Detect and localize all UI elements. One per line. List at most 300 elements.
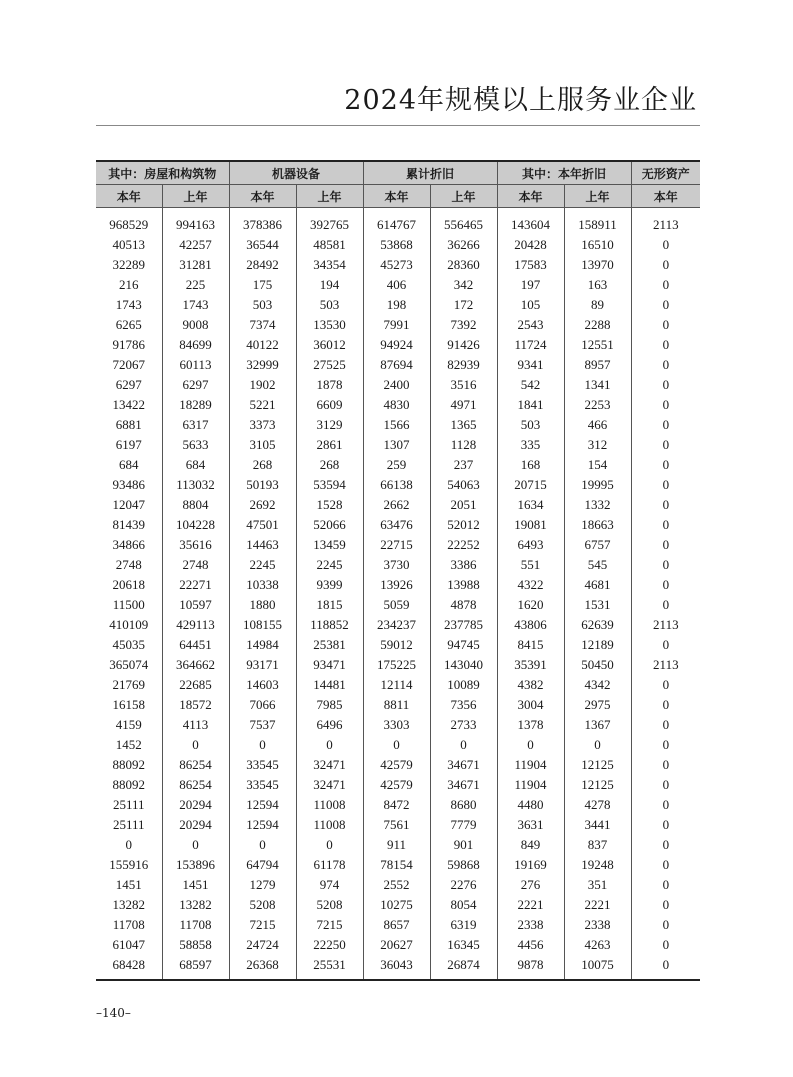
table-cell: 60113 — [162, 355, 229, 375]
table-cell: 6881 — [115, 417, 142, 432]
table-cell: 12551 — [564, 335, 631, 355]
table-cell: 0 — [229, 735, 296, 755]
table-cell: 19169 — [497, 855, 564, 875]
table-cell: 16158 — [112, 697, 145, 712]
table-cell: 1451 — [162, 875, 229, 895]
table-cell: 36544 — [229, 235, 296, 255]
table-row — [96, 295, 700, 315]
table-row — [96, 475, 700, 495]
table-cell: 168 — [497, 455, 564, 475]
table-cell: 40513 — [112, 237, 145, 252]
table-row — [96, 555, 700, 575]
table-cell: 94924 — [363, 335, 430, 355]
table-cell: 5633 — [162, 435, 229, 455]
table-cell: 8054 — [430, 895, 497, 915]
table-cell: 17583 — [497, 255, 564, 275]
table-cell: 5208 — [229, 895, 296, 915]
table-cell: 0 — [125, 837, 132, 852]
table-row — [96, 695, 700, 715]
table-cell: 61047 — [112, 937, 145, 952]
table-cell: 6317 — [162, 415, 229, 435]
table-cell: 4159 — [115, 717, 142, 732]
table-cell: 0 — [631, 775, 700, 795]
table-cell: 32471 — [296, 755, 363, 775]
table-body — [96, 208, 700, 981]
table-cell: 66138 — [363, 475, 430, 495]
table-cell: 7537 — [229, 715, 296, 735]
table-cell: 0 — [631, 275, 700, 295]
table-cell: 1452 — [115, 737, 142, 752]
table-cell: 2113 — [631, 208, 700, 236]
sub-header-cell: 上年 — [430, 185, 497, 208]
table-cell: 684 — [119, 457, 139, 472]
table-cell: 342 — [430, 275, 497, 295]
group-header-accumulated-depreciation: 累计折旧 — [363, 161, 497, 185]
table-cell: 11500 — [112, 597, 145, 612]
table-cell: 216 — [119, 277, 139, 292]
table-row — [96, 375, 700, 395]
table-cell: 3105 — [229, 435, 296, 455]
table-cell: 0 — [631, 295, 700, 315]
table-row — [96, 595, 700, 615]
table-cell: 197 — [497, 275, 564, 295]
table-cell: 12114 — [363, 675, 430, 695]
table-cell: 3373 — [229, 415, 296, 435]
table-cell: 2543 — [497, 315, 564, 335]
table-cell: 27525 — [296, 355, 363, 375]
page-title: 2024年规模以上服务业企业 — [344, 85, 697, 116]
table-row — [96, 275, 700, 295]
table-cell: 0 — [631, 955, 700, 980]
table-cell: 105 — [497, 295, 564, 315]
table-row — [96, 395, 700, 415]
table-cell: 968529 — [109, 217, 149, 232]
table-cell: 53868 — [363, 235, 430, 255]
table-cell: 22250 — [296, 935, 363, 955]
table-cell: 1743 — [115, 297, 142, 312]
table-cell: 545 — [564, 555, 631, 575]
table-cell: 16345 — [430, 935, 497, 955]
table-cell: 2861 — [296, 435, 363, 455]
table-row — [96, 355, 700, 375]
table-cell: 6496 — [296, 715, 363, 735]
table-cell: 50450 — [564, 655, 631, 675]
table-cell: 78154 — [363, 855, 430, 875]
table-cell: 1634 — [497, 495, 564, 515]
table-cell: 9008 — [162, 315, 229, 335]
table-cell: 1878 — [296, 375, 363, 395]
table-row — [96, 775, 700, 795]
table-cell: 3516 — [430, 375, 497, 395]
table-cell: 849 — [497, 835, 564, 855]
table-cell: 19995 — [564, 475, 631, 495]
table-cell: 20294 — [162, 795, 229, 815]
table-cell: 503 — [229, 295, 296, 315]
table-cell: 8472 — [363, 795, 430, 815]
table-cell: 6265 — [115, 317, 142, 332]
table-cell: 2221 — [564, 895, 631, 915]
table-cell: 31281 — [162, 255, 229, 275]
table-cell: 24724 — [229, 935, 296, 955]
table-cell: 9399 — [296, 575, 363, 595]
table-cell: 0 — [631, 895, 700, 915]
table-cell: 556465 — [430, 208, 497, 236]
table-cell: 108155 — [229, 615, 296, 635]
table-cell: 901 — [430, 835, 497, 855]
table-cell: 0 — [497, 735, 564, 755]
table-cell: 153896 — [162, 855, 229, 875]
table-cell: 351 — [564, 875, 631, 895]
table-cell: 34671 — [430, 755, 497, 775]
table-cell: 13988 — [430, 575, 497, 595]
table-cell: 194 — [296, 275, 363, 295]
table-cell: 12594 — [229, 795, 296, 815]
table-cell: 4830 — [363, 395, 430, 415]
table-cell: 4971 — [430, 395, 497, 415]
table-cell: 45035 — [112, 637, 145, 652]
table-cell: 2253 — [564, 395, 631, 415]
table-cell: 7066 — [229, 695, 296, 715]
table-cell: 1341 — [564, 375, 631, 395]
table-cell: 0 — [631, 475, 700, 495]
table-cell: 2245 — [296, 555, 363, 575]
table-cell: 4456 — [497, 935, 564, 955]
sub-header-cell: 上年 — [296, 185, 363, 208]
table-cell: 59012 — [363, 635, 430, 655]
table-cell: 1880 — [229, 595, 296, 615]
table-row — [96, 435, 700, 455]
table-cell: 268 — [229, 455, 296, 475]
table-cell: 93486 — [112, 477, 145, 492]
table-cell: 59868 — [430, 855, 497, 875]
sub-header-cell: 本年 — [96, 185, 162, 208]
sub-header-cell: 上年 — [162, 185, 229, 208]
table-cell: 1566 — [363, 415, 430, 435]
table-row — [96, 515, 700, 535]
table-cell: 4342 — [564, 675, 631, 695]
table-cell: 36266 — [430, 235, 497, 255]
table-cell: 7392 — [430, 315, 497, 335]
table-cell: 237785 — [430, 615, 497, 635]
table-row — [96, 495, 700, 515]
table-cell: 43806 — [497, 615, 564, 635]
table-cell: 82939 — [430, 355, 497, 375]
table-cell: 5208 — [296, 895, 363, 915]
table-cell: 33545 — [229, 755, 296, 775]
table-cell: 12594 — [229, 815, 296, 835]
table-cell: 42579 — [363, 755, 430, 775]
table-cell: 6297 — [162, 375, 229, 395]
table-cell: 19248 — [564, 855, 631, 875]
table-cell: 20627 — [363, 935, 430, 955]
table-cell: 9878 — [497, 955, 564, 980]
table-cell: 14984 — [229, 635, 296, 655]
table-cell: 4681 — [564, 575, 631, 595]
table-cell: 19081 — [497, 515, 564, 535]
table-cell: 466 — [564, 415, 631, 435]
table-cell: 158911 — [564, 208, 631, 236]
table-cell: 93171 — [229, 655, 296, 675]
table-cell: 1367 — [564, 715, 631, 735]
table-row — [96, 935, 700, 955]
table-cell: 36012 — [296, 335, 363, 355]
table-cell: 2552 — [363, 875, 430, 895]
table-cell: 20294 — [162, 815, 229, 835]
table-cell: 8680 — [430, 795, 497, 815]
table-cell: 0 — [162, 835, 229, 855]
table-cell: 9341 — [497, 355, 564, 375]
table-cell: 0 — [631, 455, 700, 475]
table-cell: 68597 — [162, 955, 229, 980]
table-cell: 10597 — [162, 595, 229, 615]
table-cell: 11708 — [162, 915, 229, 935]
table-cell: 35391 — [497, 655, 564, 675]
table-cell: 0 — [162, 735, 229, 755]
table-cell: 26874 — [430, 955, 497, 980]
table-row — [96, 875, 700, 895]
table-cell: 20428 — [497, 235, 564, 255]
table-cell: 32289 — [112, 257, 145, 272]
table-cell: 14481 — [296, 675, 363, 695]
table-cell: 1307 — [363, 435, 430, 455]
table-cell: 2245 — [229, 555, 296, 575]
table-cell: 365074 — [109, 657, 149, 672]
table-cell: 4263 — [564, 935, 631, 955]
table-cell: 0 — [631, 355, 700, 375]
table-cell: 0 — [631, 235, 700, 255]
table-cell: 4113 — [162, 715, 229, 735]
table-cell: 614767 — [363, 208, 430, 236]
table-row — [96, 895, 700, 915]
table-cell: 7985 — [296, 695, 363, 715]
table-cell: 14463 — [229, 535, 296, 555]
table-cell: 0 — [631, 735, 700, 755]
table-cell: 2288 — [564, 315, 631, 335]
table-cell: 118852 — [296, 615, 363, 635]
table-cell: 16510 — [564, 235, 631, 255]
table-row — [96, 915, 700, 935]
sub-header-cell: 本年 — [631, 185, 700, 208]
table-cell: 1451 — [115, 877, 142, 892]
table-cell: 62639 — [564, 615, 631, 635]
table-cell: 0 — [631, 935, 700, 955]
table-cell: 61178 — [296, 855, 363, 875]
table-cell: 4382 — [497, 675, 564, 695]
table-cell: 84699 — [162, 335, 229, 355]
table-cell: 89 — [564, 295, 631, 315]
table-cell: 0 — [631, 535, 700, 555]
table-cell: 3730 — [363, 555, 430, 575]
table-cell: 0 — [631, 335, 700, 355]
table-cell: 7356 — [430, 695, 497, 715]
table-cell: 11008 — [296, 815, 363, 835]
table-cell: 0 — [631, 595, 700, 615]
table-cell: 25111 — [112, 817, 145, 832]
table-cell: 13530 — [296, 315, 363, 335]
table-cell: 28492 — [229, 255, 296, 275]
table-row — [96, 795, 700, 815]
table-cell: 364662 — [162, 655, 229, 675]
table-cell: 4322 — [497, 575, 564, 595]
sub-header-row — [96, 185, 700, 208]
table-cell: 18572 — [162, 695, 229, 715]
table-cell: 2113 — [631, 615, 700, 635]
table-cell: 53594 — [296, 475, 363, 495]
table-cell: 2400 — [363, 375, 430, 395]
data-table — [96, 160, 700, 981]
table-cell: 40122 — [229, 335, 296, 355]
table-cell: 0 — [229, 835, 296, 855]
table-cell: 10075 — [564, 955, 631, 980]
table-cell: 32471 — [296, 775, 363, 795]
table-row — [96, 535, 700, 555]
table-row — [96, 315, 700, 335]
table-cell: 72067 — [112, 357, 145, 372]
table-cell: 4878 — [430, 595, 497, 615]
table-cell: 2733 — [430, 715, 497, 735]
table-cell: 45273 — [363, 255, 430, 275]
table-cell: 8811 — [363, 695, 430, 715]
table-cell: 0 — [296, 835, 363, 855]
table-cell: 12125 — [564, 775, 631, 795]
table-cell: 13282 — [112, 897, 145, 912]
table-cell: 0 — [631, 515, 700, 535]
table-row — [96, 815, 700, 835]
table-cell: 22271 — [162, 575, 229, 595]
table-cell: 34866 — [112, 537, 145, 552]
table-cell: 36043 — [363, 955, 430, 980]
table-cell: 42257 — [162, 235, 229, 255]
table-cell: 7215 — [229, 915, 296, 935]
table-cell: 1902 — [229, 375, 296, 395]
table-cell: 0 — [631, 675, 700, 695]
table-cell: 88092 — [112, 777, 145, 792]
table-cell: 94745 — [430, 635, 497, 655]
table-cell: 1743 — [162, 295, 229, 315]
table-cell: 429113 — [162, 615, 229, 635]
table-cell: 1365 — [430, 415, 497, 435]
table-cell: 88092 — [112, 757, 145, 772]
table-cell: 1279 — [229, 875, 296, 895]
table-cell: 911 — [363, 835, 430, 855]
table-cell: 6319 — [430, 915, 497, 935]
table-row — [96, 415, 700, 435]
table-cell: 154 — [564, 455, 631, 475]
table-cell: 10089 — [430, 675, 497, 695]
table-cell: 25111 — [112, 797, 145, 812]
table-cell: 2338 — [564, 915, 631, 935]
sub-header-cell: 本年 — [363, 185, 430, 208]
table-cell: 378386 — [229, 208, 296, 236]
table-cell: 0 — [631, 635, 700, 655]
table-cell: 12189 — [564, 635, 631, 655]
table-cell: 7991 — [363, 315, 430, 335]
table-cell: 175 — [229, 275, 296, 295]
table-row — [96, 455, 700, 475]
table-row — [96, 735, 700, 755]
table-cell: 163 — [564, 275, 631, 295]
table-cell: 8957 — [564, 355, 631, 375]
table-cell: 175225 — [363, 655, 430, 675]
table-cell: 0 — [363, 735, 430, 755]
table-row — [96, 715, 700, 735]
table-cell: 0 — [631, 255, 700, 275]
table-cell: 22715 — [363, 535, 430, 555]
table-cell: 0 — [631, 555, 700, 575]
table-cell: 5221 — [229, 395, 296, 415]
table-cell: 13459 — [296, 535, 363, 555]
table-cell: 11904 — [497, 775, 564, 795]
table-cell: 3441 — [564, 815, 631, 835]
group-header-current-year-depreciation: 其中：本年折旧 — [497, 161, 631, 185]
table-cell: 13970 — [564, 255, 631, 275]
table-cell: 86254 — [162, 755, 229, 775]
table-cell: 198 — [363, 295, 430, 315]
table-cell: 3303 — [363, 715, 430, 735]
table-cell: 20618 — [112, 577, 145, 592]
table-cell: 551 — [497, 555, 564, 575]
table-cell: 11008 — [296, 795, 363, 815]
table-cell: 0 — [631, 815, 700, 835]
table-cell: 5059 — [363, 595, 430, 615]
table-cell: 0 — [631, 755, 700, 775]
table-cell: 0 — [430, 735, 497, 755]
table-cell: 1531 — [564, 595, 631, 615]
table-cell: 8804 — [162, 495, 229, 515]
table-cell: 2692 — [229, 495, 296, 515]
table-cell: 6609 — [296, 395, 363, 415]
table-cell: 11724 — [497, 335, 564, 355]
table-cell: 25531 — [296, 955, 363, 980]
table-cell: 81439 — [112, 517, 145, 532]
table-cell: 20715 — [497, 475, 564, 495]
table-cell: 143040 — [430, 655, 497, 675]
table-cell: 3386 — [430, 555, 497, 575]
table-cell: 47501 — [229, 515, 296, 535]
table-cell: 0 — [631, 315, 700, 335]
table-cell: 2221 — [497, 895, 564, 915]
table-cell: 104228 — [162, 515, 229, 535]
table-cell: 0 — [631, 375, 700, 395]
table-cell: 68428 — [96, 955, 162, 980]
table-cell: 837 — [564, 835, 631, 855]
table-cell: 155916 — [109, 857, 149, 872]
table-cell: 32999 — [229, 355, 296, 375]
table-cell: 2113 — [631, 655, 700, 675]
group-header-buildings: 其中：房屋和构筑物 — [96, 161, 229, 185]
table-cell: 0 — [631, 415, 700, 435]
table-row — [96, 855, 700, 875]
table-cell: 11904 — [497, 755, 564, 775]
table-cell: 0 — [631, 435, 700, 455]
table-cell: 268 — [296, 455, 363, 475]
table-row — [96, 835, 700, 855]
sub-header-cell: 上年 — [564, 185, 631, 208]
table-cell: 6757 — [564, 535, 631, 555]
table-cell: 52066 — [296, 515, 363, 535]
table-cell: 994163 — [162, 208, 229, 236]
table-cell: 234237 — [363, 615, 430, 635]
table-cell: 2338 — [497, 915, 564, 935]
table-cell: 7374 — [229, 315, 296, 335]
table-cell: 22685 — [162, 675, 229, 695]
table-row — [96, 655, 700, 675]
table-cell: 22252 — [430, 535, 497, 555]
table-cell: 34354 — [296, 255, 363, 275]
table-cell: 0 — [631, 915, 700, 935]
table-row — [96, 635, 700, 655]
table-cell: 58858 — [162, 935, 229, 955]
